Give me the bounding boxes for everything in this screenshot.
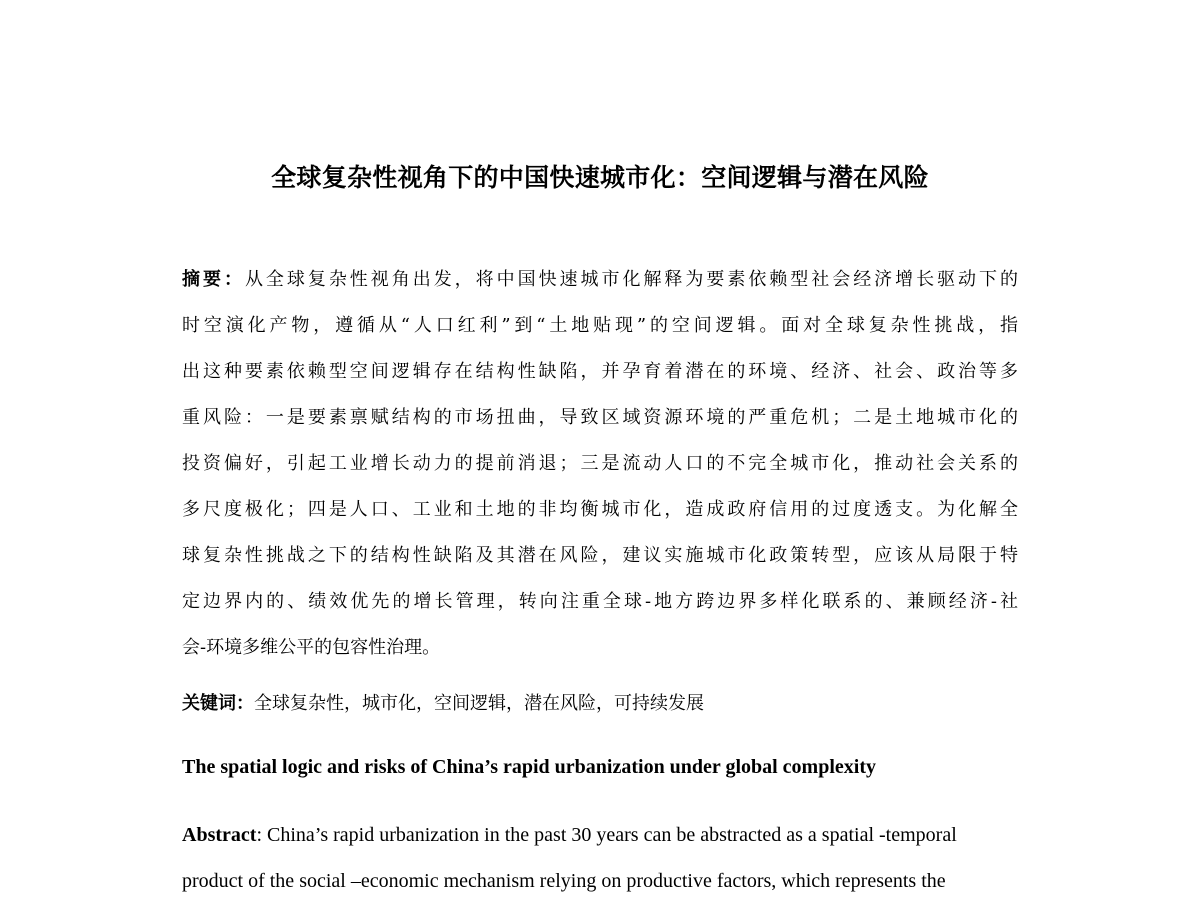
chinese-keywords xyxy=(182,684,1018,724)
abstract-line: 重风险：一是要素禀赋结构的市场扭曲，导致区域资源环境的严重危机；二是土地城市化的 xyxy=(182,407,1018,428)
keywords-label: 关键词： xyxy=(182,693,254,714)
abstract-line: 多尺度极化；四是人口、工业和土地的非均衡城市化，造成政府信用的过度透支。为化解全 xyxy=(182,499,1018,520)
english-abstract-text: : China’s rapid urbanization in the past 30 years can be abstracted as a spatial -temporal xyxy=(256,824,957,846)
english-abstract-line: product of the social –economic mechanism relying on productive factors, which represents the xyxy=(182,870,946,892)
abstract-line: 定边界内的、绩效优先的增长管理，转向注重全球-地方跨边界多样化联系的、兼顾经济-社 xyxy=(182,591,1018,612)
chinese-abstract xyxy=(182,257,1018,671)
english-abstract-label: Abstract xyxy=(182,824,257,846)
abstract-line: 投资偏好，引起工业增长动力的提前消退；三是流动人口的不完全城市化，推动社会关系的 xyxy=(182,453,1018,474)
abstract-line xyxy=(182,257,1018,303)
english-title: The spatial logic and risks of China’s rapid urbanization under global complexity xyxy=(182,756,876,778)
abstract-line: 球复杂性挑战之下的结构性缺陷及其潜在风险，建议实施城市化政策转型，应该从局限于特 xyxy=(182,545,1018,566)
abstract-text: 从全球复杂性视角出发，将中国快速城市化解释为要素依赖型社会经济增长驱动下的 xyxy=(244,269,1019,290)
keywords-text: 全球复杂性，城市化，空间逻辑，潜在风险，可持续发展 xyxy=(254,693,704,714)
abstract-line: 时空演化产物，遵循从“人口红利”到“土地贴现”的空间逻辑。面对全球复杂性挑战，指 xyxy=(182,315,1018,336)
english-abstract xyxy=(182,812,1018,897)
abstract-line: 会-环境多维公平的包容性治理。 xyxy=(182,637,441,658)
english-abstract-line xyxy=(182,812,1018,858)
paper-title: 全球复杂性视角下的中国快速城市化：空间逻辑与潜在风险 xyxy=(271,163,929,192)
abstract-label: 摘要： xyxy=(182,269,245,290)
abstract-line: 出这种要素依赖型空间逻辑存在结构性缺陷，并孕育着潜在的环境、经济、社会、政治等多 xyxy=(182,361,1018,382)
